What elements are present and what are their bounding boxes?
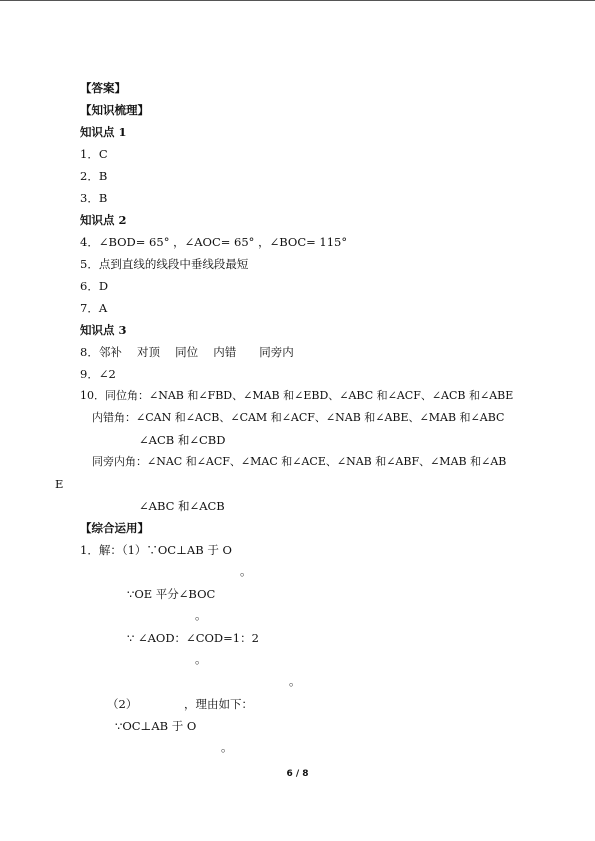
kp3-item9: 9．∠2 <box>80 367 116 381</box>
comprehensive-heading: 【综合运用】 <box>80 521 149 535</box>
kp1-item: 1．C <box>80 147 108 161</box>
kp3-item10-line2: 内错角：∠CAN 和∠ACB、∠CAM 和∠ACF、∠NAB 和∠ABE、∠MAB 和∠ABC <box>92 411 505 424</box>
knowledge-heading: 【知识梳理】 <box>80 103 149 117</box>
q1-dot: 。 <box>240 564 252 578</box>
q1-part2-label: （2） <box>107 697 138 711</box>
q1-dot: 。 <box>289 674 301 688</box>
kp1-item: 3．B <box>80 191 108 205</box>
kp2-item: 6．D <box>80 279 109 293</box>
kp2-item: 7．A <box>80 301 108 315</box>
kp1-item: 2．B <box>80 169 108 183</box>
page-top-border <box>0 0 595 1</box>
kp3-item10-line6: ∠ABC 和∠ACB <box>139 499 225 513</box>
q1-part1-line1: 1．解：（1）∵OC⊥AB 于 O <box>80 543 232 557</box>
kp3-item10-line5: E <box>55 477 64 491</box>
kp3-title: 知识点 3 <box>80 323 127 337</box>
kp3-item10-line4: 同旁内角：∠NAC 和∠ACF、∠MAC 和∠ACE、∠NAB 和∠ABF、∠MAB 和∠AB <box>92 455 507 468</box>
kp2-item: 4．∠BOD= 65° ，∠AOC= 65° ，∠BOC= 115° <box>80 235 348 249</box>
kp3-item10-line3: ∠ACB 和∠CBD <box>139 433 226 447</box>
kp2-title: 知识点 2 <box>80 213 127 227</box>
q1-dot: 。 <box>195 608 207 622</box>
q1-line3: ∵ ∠AOD：∠COD=1：2 <box>127 631 259 645</box>
q1-dot: 。 <box>221 740 233 754</box>
kp2-item: 5．点到直线的线段中垂线段最短 <box>80 257 249 271</box>
kp3-item10-line1: 10．同位角：∠NAB 和∠FBD、∠MAB 和∠EBD、∠ABC 和∠ACF、∠ACB 和∠ABE <box>80 389 514 402</box>
answer-heading: 【答案】 <box>80 81 126 95</box>
kp3-item8: 8．邻补 对顶 同位 内错 同旁内 <box>80 345 294 359</box>
q1-line2: ∵OE 平分∠BOC <box>127 587 216 601</box>
q1-dot: 。 <box>195 652 207 666</box>
page-number: 6 / 8 <box>286 769 309 779</box>
q1-part2-line1: ∵OC⊥AB 于 O <box>115 719 197 733</box>
kp1-title: 知识点 1 <box>80 125 127 139</box>
q1-part2-reason: ，理由如下： <box>184 697 253 711</box>
